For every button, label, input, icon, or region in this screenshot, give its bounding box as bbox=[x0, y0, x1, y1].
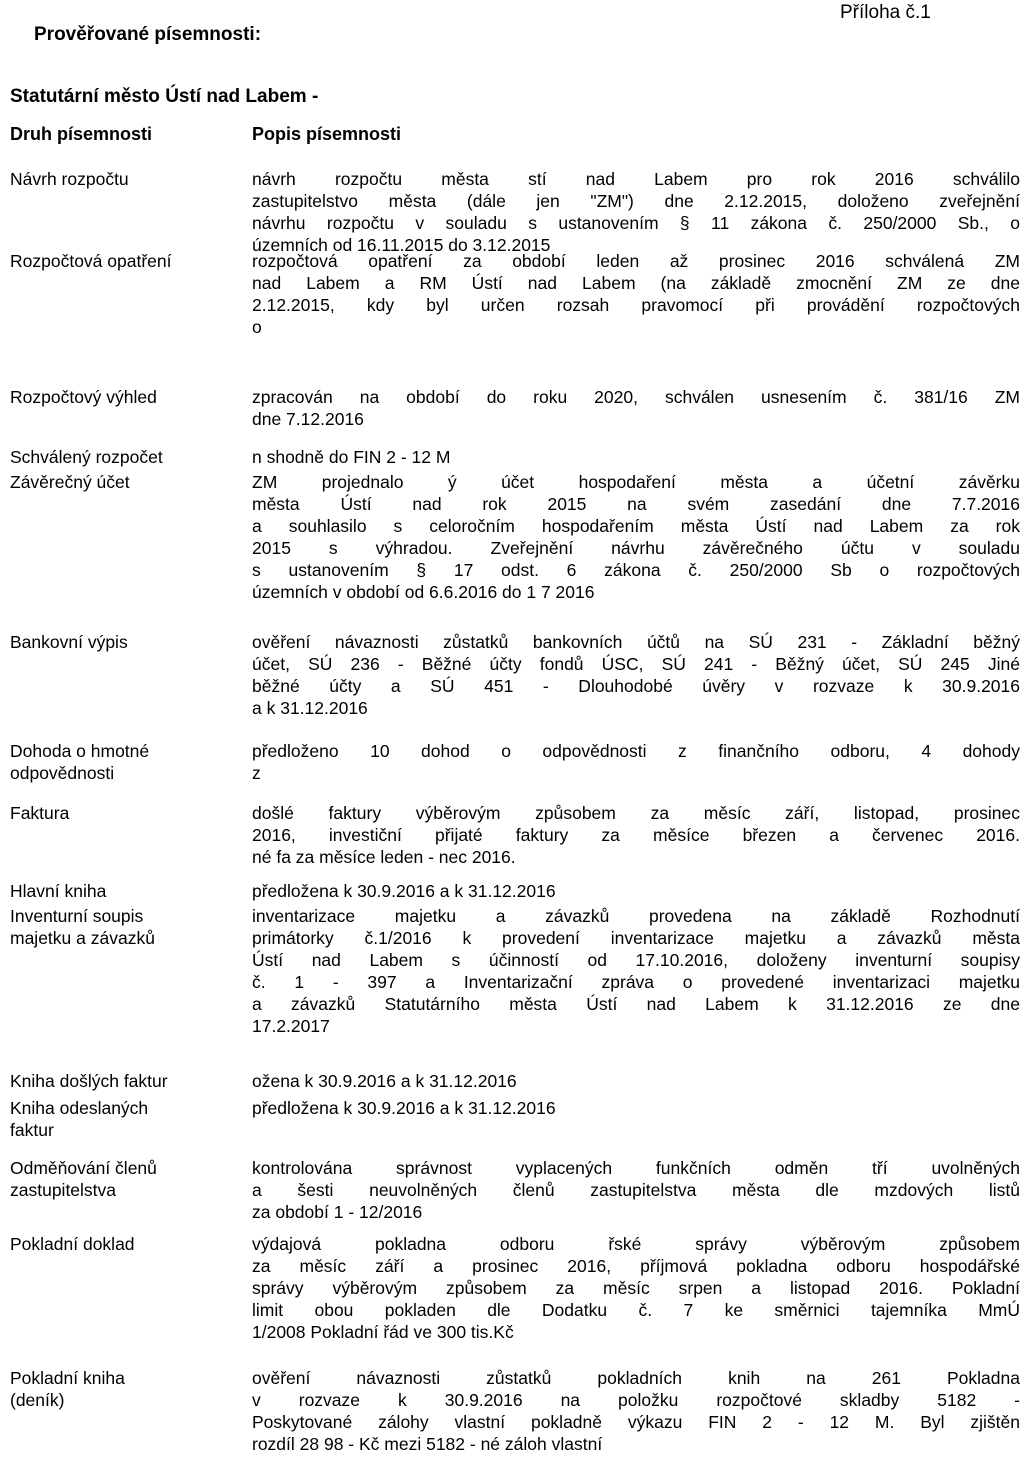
document-type-line: Schválený rozpočet bbox=[10, 447, 163, 467]
description-line: a závazků Statutárního města Ústí nad Labem k 31.12.2016 ze dne bbox=[252, 994, 1020, 1014]
document-description bbox=[252, 471, 1020, 603]
document-type-line: faktur bbox=[10, 1120, 54, 1140]
description-line: výdajová pokladna odboru řské správy výběrovým způsobem bbox=[252, 1234, 1020, 1254]
page-title: Prověřované písemnosti: bbox=[34, 24, 262, 45]
description-line: správy výběrovým způsobem za měsíc srpen a listopad 2016. Pokladní bbox=[252, 1278, 1020, 1298]
description-line: za období 1 - 12/2016 bbox=[252, 1202, 423, 1222]
document-type-label bbox=[10, 740, 149, 784]
description-line: primátorky č.1/2016 k provedení inventarizace majetku a závazků města bbox=[252, 928, 1020, 948]
document-type-line: Rozpočtová opatření bbox=[10, 251, 172, 271]
document-description bbox=[252, 631, 1020, 719]
description-line: s ustanovením § 17 odst. 6 zákona č. 250/2000 Sb o rozpočtových bbox=[252, 560, 1020, 580]
description-line: né fa za měsíce leden - nec 2016. bbox=[252, 847, 516, 867]
document-type-line: Odměňování členů bbox=[10, 1158, 157, 1178]
document-type-label bbox=[10, 1367, 125, 1411]
document-type-label bbox=[10, 1097, 148, 1141]
document-type-label bbox=[10, 446, 163, 468]
document-description bbox=[252, 880, 556, 902]
description-line: z bbox=[252, 763, 261, 783]
document-type-label bbox=[10, 880, 106, 902]
description-line: běžné účty a SÚ 451 - Dlouhodobé úvěry v rozvaze k 30.9.2016 bbox=[252, 676, 1020, 696]
document-description bbox=[252, 905, 1020, 1037]
document-type-label bbox=[10, 1070, 168, 1092]
document-description bbox=[252, 1097, 556, 1119]
description-line: limit obou pokladen dle Dodatku č. 7 ke směrnici tajemníka MmÚ bbox=[252, 1300, 1020, 1320]
description-line: města Ústí nad rok 2015 na svém zasedání dne 7.7.2016 bbox=[252, 494, 1020, 514]
document-type-line: Dohoda o hmotné bbox=[10, 741, 150, 761]
description-line: zpracován na období do roku 2020, schválen usnesením č. 381/16 ZM bbox=[252, 387, 1020, 407]
description-line: kontrolována správnost vyplacených funkčních odměn tří uvolněných bbox=[252, 1158, 1020, 1178]
document-description bbox=[252, 386, 1020, 430]
description-line: došlé faktury výběrovým způsobem za měsíc září, listopad, prosinec bbox=[252, 803, 1020, 823]
document-type-label bbox=[10, 471, 130, 493]
description-line: a souhlasilo s celoročním hospodařením města Ústí nad Labem za rok bbox=[252, 516, 1020, 536]
document-description bbox=[252, 1233, 1020, 1343]
document-type-label bbox=[10, 250, 172, 272]
description-line: a k 31.12.2016 bbox=[252, 698, 368, 718]
description-line: územních od 16.11.2015 do 3.12.2015 bbox=[252, 235, 551, 255]
description-line: předložena k 30.9.2016 a k 31.12.2016 bbox=[252, 881, 556, 901]
document-type-line: Hlavní kniha bbox=[10, 881, 107, 901]
document-type-line: Pokladní kniha bbox=[10, 1368, 125, 1388]
description-line: č. 1 - 397 a Inventarizační zpráva o provedené inventarizaci majetku bbox=[252, 972, 1020, 992]
description-line: 1/2008 Pokladní řád ve 300 tis.Kč bbox=[252, 1322, 514, 1342]
description-line: 2.12.2015, kdy byl určen rozsah pravomocí při provádění rozpočtových bbox=[252, 295, 1020, 315]
document-type-label bbox=[10, 1233, 135, 1255]
entity-heading: Statutární město Ústí nad Labem - bbox=[10, 86, 319, 107]
description-line: Ústí nad Labem s účinností od 17.10.2016, doloženy inventurní soupisy bbox=[252, 950, 1020, 970]
document-type-label bbox=[10, 905, 155, 949]
document-type-label bbox=[10, 168, 129, 190]
document-description bbox=[252, 250, 1020, 338]
document-type-line: Kniha došlých faktur bbox=[10, 1071, 168, 1091]
description-line: zastupitelstvo města (dále jen "ZM") dne 2.12.2015, doloženo zveřejnění bbox=[252, 191, 1020, 211]
document-type-line: Faktura bbox=[10, 803, 70, 823]
document-type-label bbox=[10, 631, 128, 653]
description-line: ověření návaznosti zůstatků pokladních knih na 261 Pokladna bbox=[252, 1368, 1020, 1388]
document-description bbox=[252, 740, 1020, 784]
description-line: nad Labem a RM Ústí nad Labem (na základě zmocnění ZM ze dne bbox=[252, 273, 1020, 293]
document-type-label bbox=[10, 802, 69, 824]
description-line: o bbox=[252, 317, 262, 337]
document-type-label bbox=[10, 1157, 157, 1201]
column-header-description: Popis písemnosti bbox=[252, 124, 402, 144]
description-line: ověření návaznosti zůstatků bankovních účtů na SÚ 231 - Základní běžný bbox=[252, 632, 1020, 652]
document-type-line: Návrh rozpočtu bbox=[10, 169, 129, 189]
document-description bbox=[252, 1157, 1020, 1223]
document-type-line: Inventurní soupis bbox=[10, 906, 144, 926]
description-line: Poskytované zálohy vlastní pokladně výkazu FIN 2 - 12 M. Byl zjištěn bbox=[252, 1412, 1020, 1432]
description-line: 2016, investiční přijaté faktury za měsíce březen a červenec 2016. bbox=[252, 825, 1020, 845]
description-line: návrh rozpočtu města stí nad Labem pro rok 2016 schválilo bbox=[252, 169, 1020, 189]
document-description bbox=[252, 1367, 1020, 1455]
column-header-type: Druh písemnosti bbox=[10, 124, 153, 144]
description-line: ožena k 30.9.2016 a k 31.12.2016 bbox=[252, 1071, 517, 1091]
description-line: v rozvaze k 30.9.2016 na položku rozpočtové skladby 5182 - bbox=[252, 1390, 1020, 1410]
document-type-label bbox=[10, 386, 157, 408]
document-type-line: odpovědnosti bbox=[10, 763, 115, 783]
document-type-line: Pokladní doklad bbox=[10, 1234, 135, 1254]
document-type-line: Bankovní výpis bbox=[10, 632, 128, 652]
document-type-line: Rozpočtový výhled bbox=[10, 387, 157, 407]
description-line: ZM projednalo ý účet hospodaření města a účetní závěrku bbox=[252, 472, 1020, 492]
description-line: účet, SÚ 236 - Běžné účty fondů ÚSC, SÚ 241 - Běžný účet, SÚ 245 Jiné bbox=[252, 654, 1020, 674]
document-type-line: (deník) bbox=[10, 1390, 65, 1410]
document-description bbox=[252, 168, 1020, 256]
document-description bbox=[252, 1070, 517, 1092]
document-description bbox=[252, 446, 450, 468]
description-line: n shodně do FIN 2 - 12 M bbox=[252, 447, 451, 467]
description-line: územních v období od 6.6.2016 do 1 7 2016 bbox=[252, 582, 595, 602]
document-type-line: zastupitelstva bbox=[10, 1180, 117, 1200]
document-type-line: Závěrečný účet bbox=[10, 472, 130, 492]
description-line: rozpočtová opatření za období leden až prosinec 2016 schválená ZM bbox=[252, 251, 1020, 271]
attachment-label: Příloha č.1 bbox=[840, 2, 931, 23]
description-line: inventarizace majetku a závazků provedena na základě Rozhodnutí bbox=[252, 906, 1020, 926]
description-line: návrhu rozpočtu v souladu s ustanovením § 11 zákona č. 250/2000 Sb., o bbox=[252, 213, 1020, 233]
document-type-line: majetku a závazků bbox=[10, 928, 155, 948]
description-line: předloženo 10 dohod o odpovědnosti z finančního odboru, 4 dohody bbox=[252, 741, 1020, 761]
description-line: rozdíl 28 98 - Kč mezi 5182 - né záloh vlastní bbox=[252, 1434, 603, 1454]
description-line: dne 7.12.2016 bbox=[252, 409, 364, 429]
description-line: 17.2.2017 bbox=[252, 1016, 330, 1036]
description-line: za měsíc září a prosinec 2016, příjmová pokladna odboru hospodářské bbox=[252, 1256, 1020, 1276]
description-line: předložena k 30.9.2016 a k 31.12.2016 bbox=[252, 1098, 556, 1118]
document-type-line: Kniha odeslaných bbox=[10, 1098, 149, 1118]
document-description bbox=[252, 802, 1020, 868]
description-line: a šesti neuvolněných členů zastupitelstva města dle mzdových listů bbox=[252, 1180, 1020, 1200]
description-line: 2015 s výhradou. Zveřejnění návrhu závěrečného účtu v souladu bbox=[252, 538, 1020, 558]
